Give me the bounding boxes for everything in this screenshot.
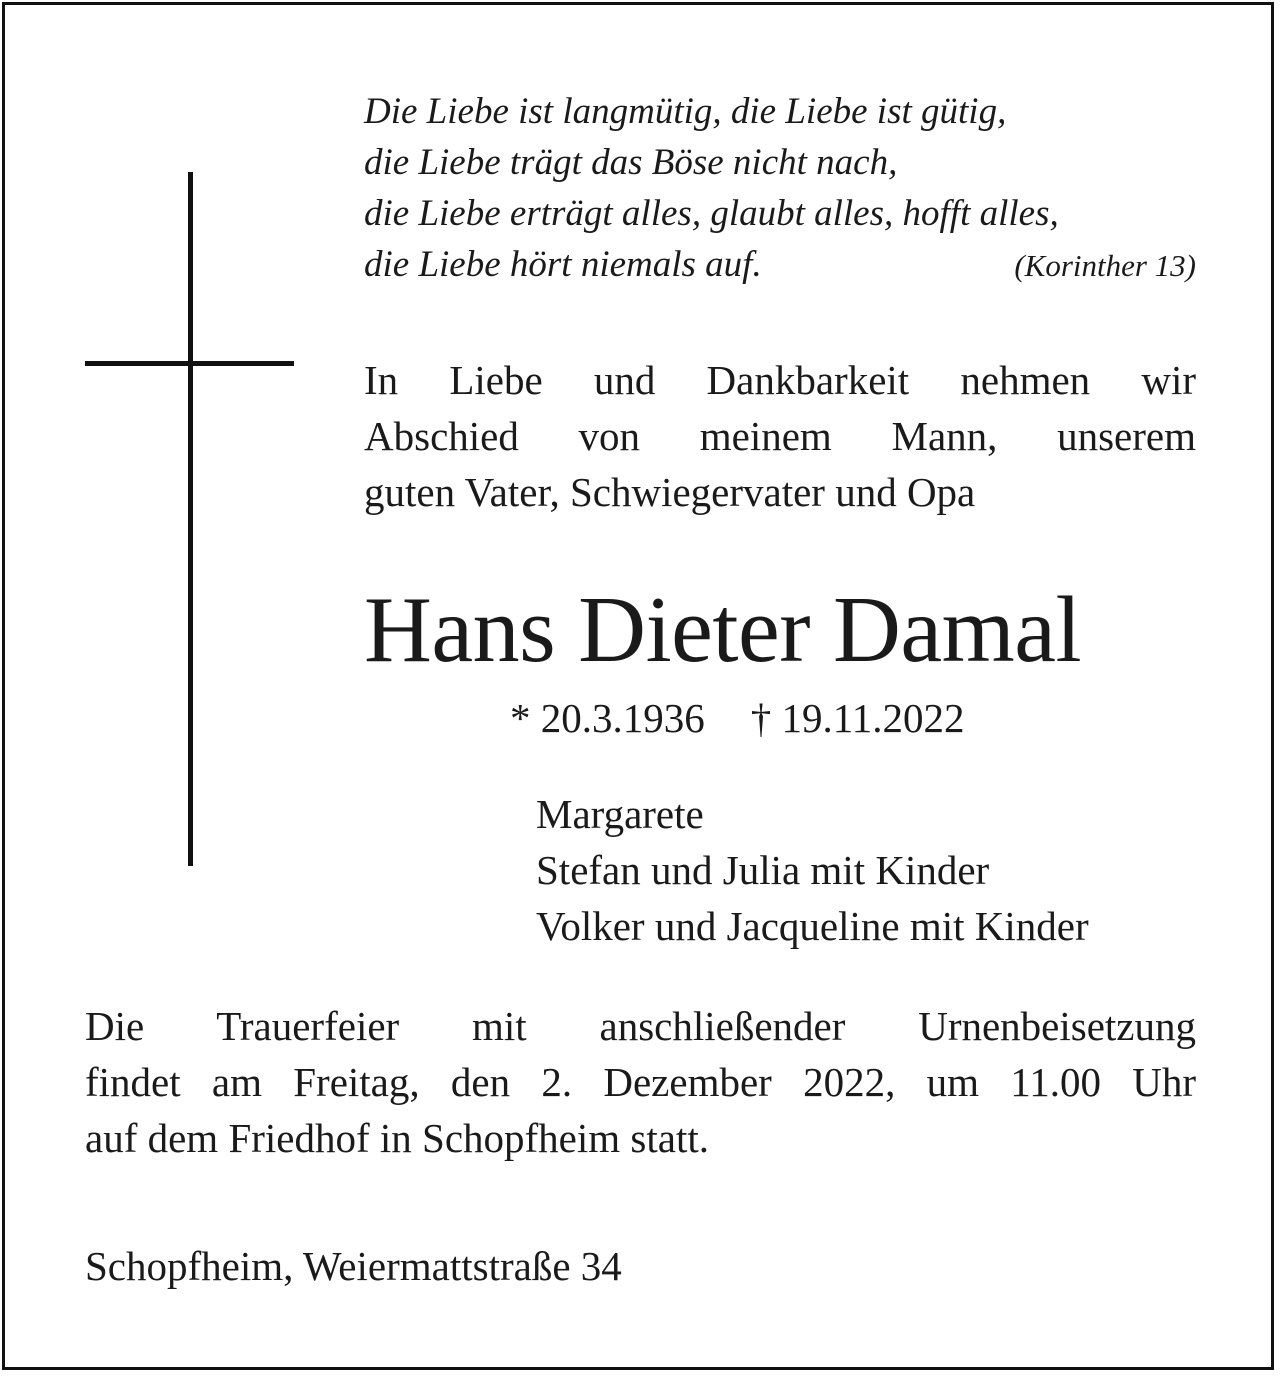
quote-line: die Liebe trägt das Böse nicht nach, (364, 142, 898, 183)
funeral-notice (85, 998, 1196, 1166)
death-date: † 19.11.2022 (750, 695, 965, 741)
quote-last-line (364, 239, 1196, 291)
mourners-list (536, 786, 1089, 954)
birth-date: * 20.3.1936 (510, 695, 705, 741)
farewell-intro (364, 352, 1196, 520)
life-dates (510, 690, 964, 746)
family-address: Schopfheim, Weiermattstraße 34 (85, 1243, 622, 1289)
intro-line: guten Vater, Schwiegervater und Opa (364, 469, 976, 515)
quote-line: die Liebe hört niemals auf. (364, 244, 762, 285)
deceased-name: Hans Dieter Damal (364, 578, 1082, 682)
quote-source: (Korinther 13) (1014, 248, 1196, 283)
funeral-notice-line: findet am Freitag, den 2. Dezember 2022, um 11.00 Uhr (85, 1059, 1196, 1105)
cross-vertical-bar (188, 172, 193, 866)
mourner-entry: Margarete (536, 791, 704, 837)
mourner-entry: Stefan und Julia mit Kinder (536, 847, 990, 893)
intro-line: In Liebe und Dankbarkeit nehmen wir (364, 357, 1196, 403)
cross-horizontal-bar (85, 361, 294, 366)
quote-line: die Liebe erträgt alles, glaubt alles, hofft alles, (364, 193, 1059, 234)
intro-line: Abschied von meinem Mann, unserem (364, 413, 1196, 459)
quote-line: Die Liebe ist langmütig, die Liebe ist gütig, (364, 91, 1007, 132)
bible-quote (364, 86, 1196, 291)
funeral-notice-line: auf dem Friedhof in Schopfheim statt. (85, 1115, 709, 1161)
mourner-entry: Volker und Jacqueline mit Kinder (536, 903, 1089, 949)
funeral-notice-line: Die Trauerfeier mit anschließender Urnenbeisetzung (85, 1003, 1196, 1049)
